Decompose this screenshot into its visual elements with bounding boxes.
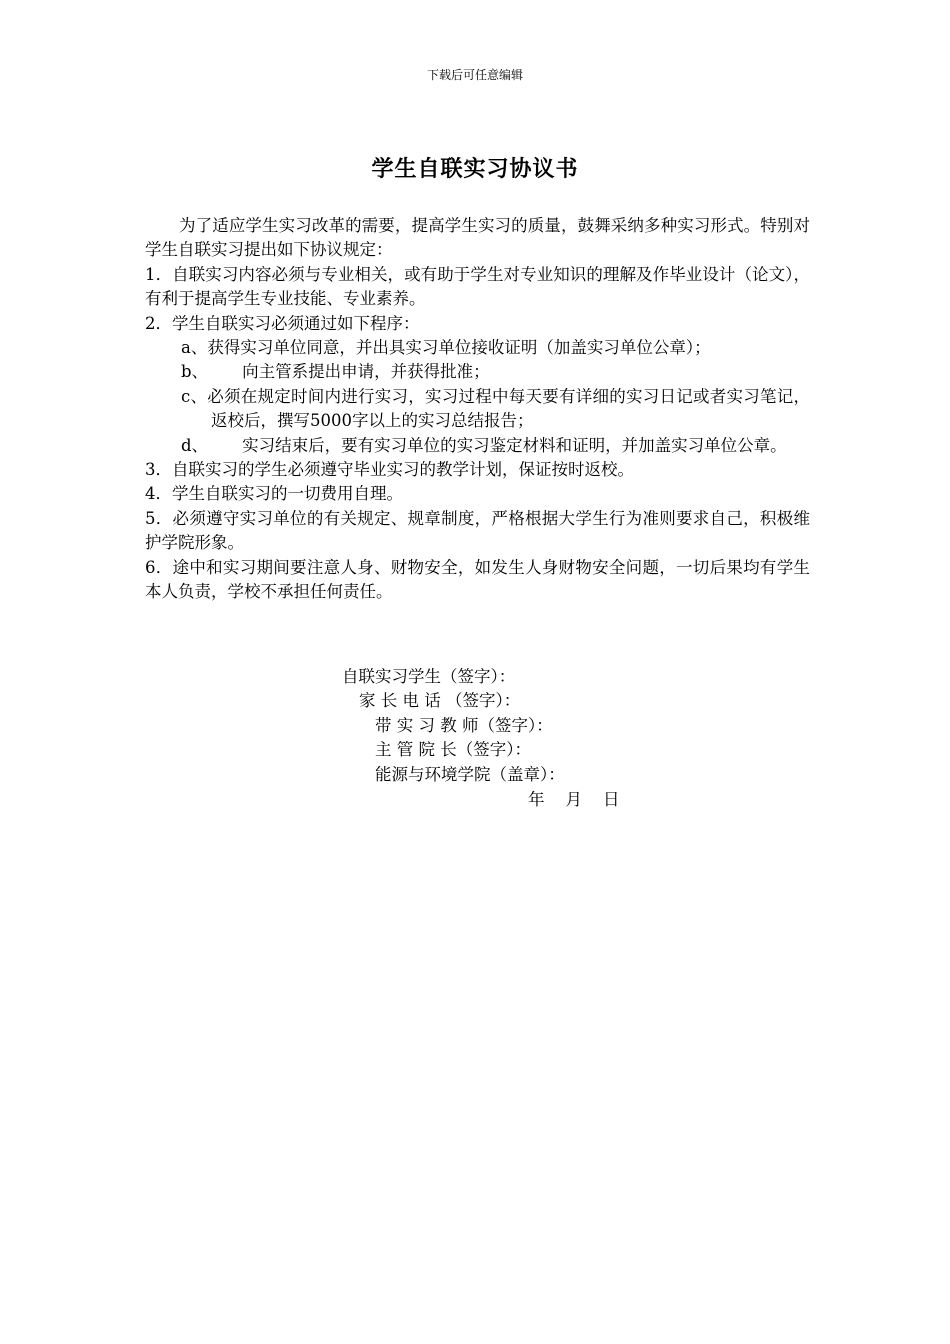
procedure-d-marker: d、 <box>181 435 209 455</box>
clause-4: 4．学生自联实习的一切费用自理。 <box>145 484 403 504</box>
clause-1: 1．自联实习内容必须与专业相关，或有助于学生对专业知识的理解及作毕业设计（论文），有利于提高学生专业技能、专业素养。 <box>145 264 810 309</box>
clause-6: 6．途中和实习期间要注意人身、财物安全，如发生人身财物安全问题，一切后果均有学生本人负责，学校不承担任何责任。 <box>145 557 810 602</box>
clause-2: 2．学生自联实习必须通过如下程序： <box>145 313 420 333</box>
agreement-body <box>145 214 810 605</box>
signature-parent-phone: 家 长 电 话 （签字）： <box>359 691 521 710</box>
procedure-d-text: 实习结束后，要有实习单位的实习鉴定材料和证明，并加盖实习单位公章。 <box>242 435 787 455</box>
signature-dean: 主 管 院 长（签字）： <box>375 740 531 759</box>
clause-3: 3．自联实习的学生必须遵守毕业实习的教学计划，保证按时返校。 <box>145 460 634 480</box>
clause-5: 5．必须遵守实习单位的有关规定、规章制度，严格根据大学生行为准则要求自己，积极维护学院形象。 <box>145 508 810 553</box>
document-title: 学生自联实习协议书 <box>371 156 579 182</box>
signature-date: 年 月 日 <box>528 790 620 809</box>
intro-paragraph: 为了适应学生实习改革的需要，提高学生实习的质量，鼓舞采纳多种实习形式。特别对学生自联实习提出如下协议规定： <box>145 216 810 260</box>
procedure-b-text: 向主管系提出申请，并获得批准； <box>242 362 490 382</box>
signature-student: 自联实习学生（签字）： <box>342 667 516 686</box>
signature-school-seal: 能源与环境学院（盖章）： <box>375 765 565 784</box>
procedure-c: c、必须在规定时间内进行实习，实习过程中每天要有详细的实习日记或者实习笔记，返校后，撰写5000字以上的实习总结报告； <box>181 386 810 431</box>
procedure-a: a、获得实习单位同意，并出具实习单位接收证明（加盖实习单位公章）； <box>181 338 711 358</box>
procedure-b-marker: b、 <box>181 362 209 382</box>
page-header-note: 下载后可任意编辑 <box>426 68 523 82</box>
procedure-d <box>145 434 810 458</box>
procedure-b <box>145 360 810 384</box>
signature-teacher: 带 实 习 教 师（签字）： <box>375 716 553 735</box>
